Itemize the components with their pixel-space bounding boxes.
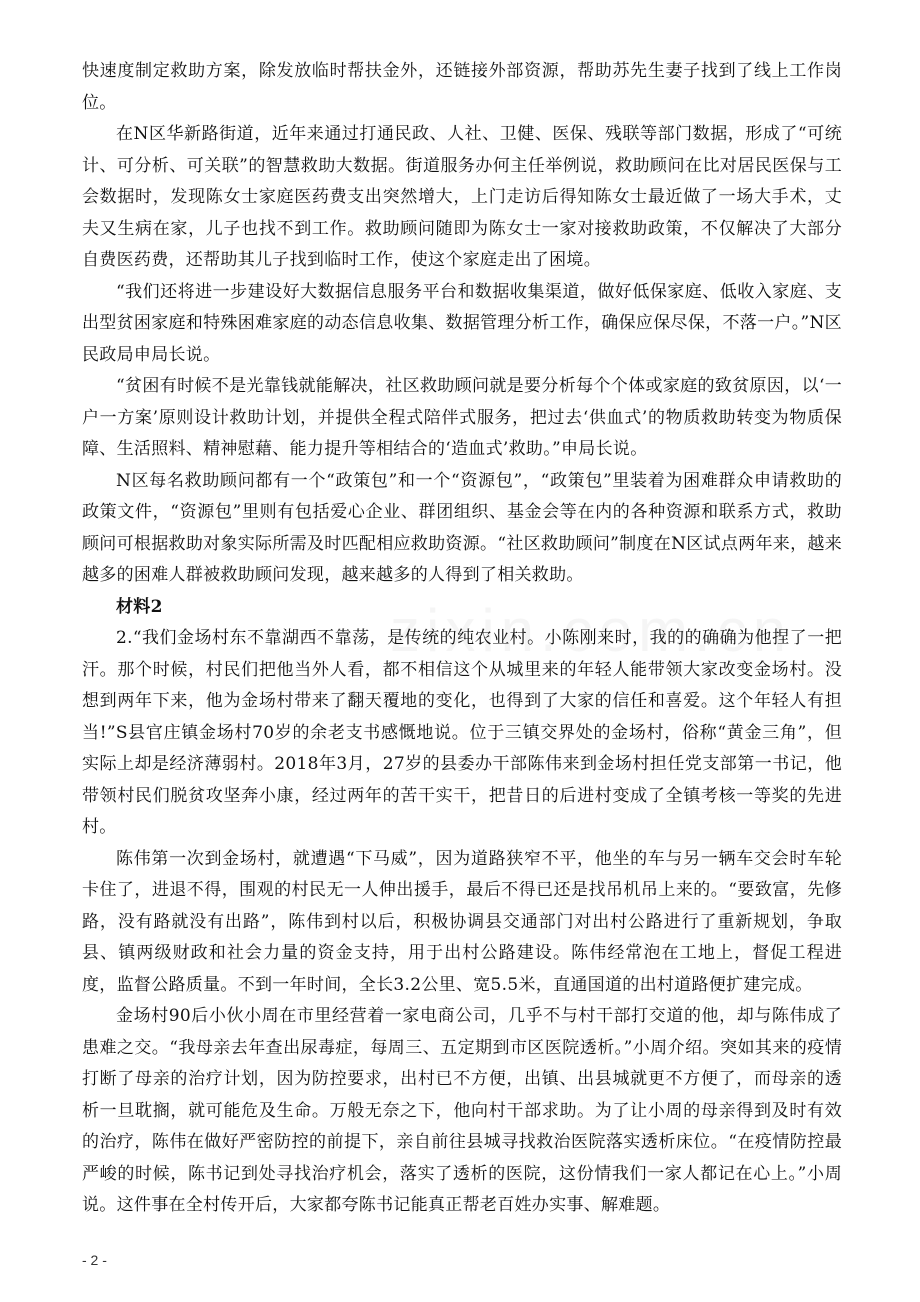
paragraph-poverty-quote: “贫困有时候不是光靠钱就能解决，社区救助顾问就是要分析每个个体或家庭的致贫原因，以‘一户一方案’原则设计救助计划，并提供全程式陪伴式服务，把过去‘供血式’的物质救助转变为物质保障、生活照料、精神慰藉、能力提升等相结合的‘造血式’救助。”申局长说。 (82, 376, 842, 459)
page-number: - 2 - (82, 1252, 107, 1268)
paragraph-road-building: 陈伟第一次到金场村，就遭遇“下马威”，因为道路狭窄不平，他坐的车与另一辆车交会时车轮卡住了，进退不得，围观的村民无一人伸出援手，最后不得已还是找吊机吊上来的。“要致富，先修路，没有路就没有出路”，陈伟到村以后，积极协调县交通部门对出村公路进行了重新规划，争取县、镇两级财政和社会力量的资金支持，用于出村公路建设。陈伟经常泡在工地上，督促工程进度，监督公路质量。不到一年时间，全长3.2公里、宽5.5米，直通国道的出村道路便扩建完成。 (82, 848, 842, 995)
paragraph-bureau-quote: “我们还将进一步建设好大数据信息服务平台和数据收集渠道，做好低保家庭、低收入家庭、支出型贫困家庭和特殊困难家庭的动态信息收集、数据管理分析工作，确保应保尽保，不落一户。”N区民政局申局长说。 (82, 281, 842, 365)
section-heading: 材料2 (116, 596, 163, 617)
paragraph-xiaozhou: 金场村90后小伙小周在市里经营着一家电商公司，几乎不与村干部打交道的他，却与陈伟成了患难之交。“我母亲去年查出尿毒症，每周三、五定期到市区医院透析。”小周介绍。突如其来的疫情打断了母亲的治疗计划，因为防控要求，出村已不方便，出镇、出县城就更不方便了，而母亲的透析一旦耽搁，就可能危及生命。万般无奈之下，他向村干部求助。为了让小周的母亲得到及时有效的治疗，陈伟在做好严密防控的前提下，亲自前往县城寻找救治医院落实透析床位。“在疫情防控最严峻的时候，陈书记到处寻找治疗机会，落实了透析的医院，这份情我们一家人都记在心上。”小周说。这件事在全村传开后，大家都夸陈书记能真正帮老百姓办实事、解难题。 (82, 1006, 842, 1215)
paragraph-policy-package: N区每名救助顾问都有一个“政策包”和一个“资源包”，“政策包”里装着为困难群众申请救助的政策文件，“资源包”里则有包括爱心企业、群团组织、基金会等在内的各种资源和联系方式，救助顾问可根据救助对象实际所需及时匹配相应救助资源。“社区救助顾问”制度在N区试点两年来，越来越多的困难人群被救助顾问发现，越来越多的人得到了相关救助。 (82, 470, 842, 585)
paragraph-continuation: 快速度制定救助方案，除发放临时帮扶金外，还链接外部资源，帮助苏先生妻子找到了线上工作岗位。 (82, 61, 842, 113)
document-page (82, 56, 842, 1222)
paragraph-huaxin-street: 在N区华新路街道，近年来通过打通民政、人社、卫健、医保、残联等部门数据，形成了“可统计、可分析、可关联”的智慧救助大数据。街道服务办何主任举例说，救助顾问在比对居民医保与工会数据时，发现陈女士家庭医药费支出突然增大，上门走访后得知陈女士最近做了一场大手术，丈夫又生病在家，儿子也找不到工作。救助顾问随即为陈女士一家对接救助政策，不仅解决了大部分自费医药费，还帮助其儿子找到临时工作，使这个家庭走出了困境。 (82, 124, 842, 270)
paragraph-jinchang-village: 2.“我们金场村东不靠湖西不靠荡，是传统的纯农业村。小陈刚来时，我的的确确为他捏了一把汗。那个时候，村民们把他当外人看，都不相信这个从城里来的年轻人能带领大家改变金场村。没想到两年下来，他为金场村带来了翻天覆地的变化，也得到了大家的信任和喜爱。这个年轻人有担当!”S县官庄镇金场村70岁的余老支书感慨地说。位于三镇交界处的金场村，俗称“黄金三角”，但实际上却是经济薄弱村。2018年3月，27岁的县委办干部陈伟来到金场村担任党支部第一书记，他带领村民们脱贫攻坚奔小康，经过两年的苦干实干，把昔日的后进村变成了全镇考核一等奖的先进村。 (82, 628, 842, 837)
